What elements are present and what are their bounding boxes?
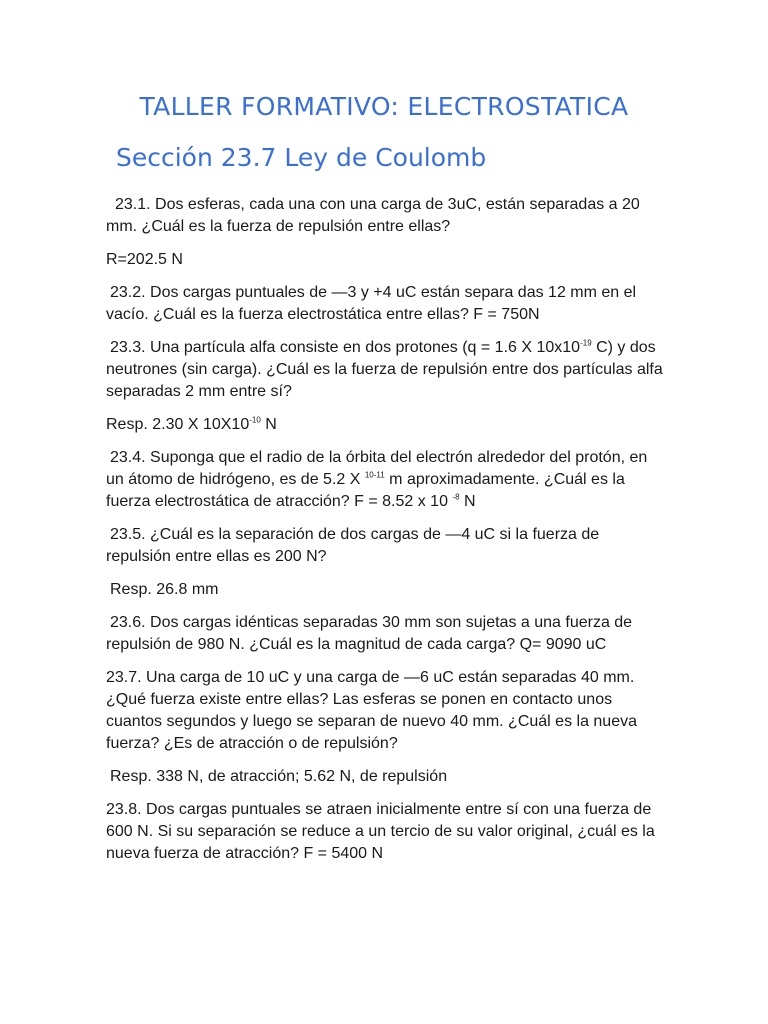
problem-23-3 [106,337,666,403]
page-title: TALLER FORMATIVO: ELECTROSTATICA [139,92,629,121]
answer-23-3-exponent: -10 [249,415,261,425]
answer-23-3-text-a: Resp. 2.30 X 10X10 [106,416,250,433]
problem-23-5: 23.5. ¿Cuál es la separación de dos cargas de —4 uC si la fuerza de repulsión entre ellas es 200 N? [106,526,600,565]
problem-23-6: 23.6. Dos cargas idénticas separadas 30 mm son sujetas a una fuerza de repulsión de 980 N. ¿Cuál es la magnitud de cada carga? Q= 9090 uC [106,614,633,653]
answer-23-3-text-b: N [260,416,277,433]
problem-23-8: 23.8. Dos cargas puntuales se atraen inicialmente entre sí con una fuerza de 600 N. Si su separación se reduce a un tercio de su valor original, ¿cuál es la nueva fuerza de atracción? F = 5400 N [106,801,655,862]
problem-23-3-text-b: C) y dos neutrones (sin carga). ¿Cuál es la fuerza de repulsión entre dos partículas alfa separadas 2 mm entre sí? [106,339,663,400]
answer-23-3 [106,414,666,436]
document-body [106,194,666,876]
problem-23-4 [106,447,666,513]
problem-23-3-text-a: 23.3. Una partícula alfa consiste en dos protones (q = 1.6 X 10x10 [110,339,581,356]
problem-23-2: 23.2. Dos cargas puntuales de —3 y +4 uC están separa das 12 mm en el vacío. ¿Cuál es la fuerza electrostática entre ellas? F = 750N [106,284,637,323]
problem-23-4-text-c: N [459,493,476,510]
problem-23-3-exponent: -19 [580,338,592,348]
section-heading: Sección 23.7 Ley de Coulomb [116,143,487,172]
problem-23-7: 23.7. Una carga de 10 uC y una carga de —6 uC están separadas 40 mm. ¿Qué fuerza existe entre ellas? Las esferas se ponen en contacto unos cuantos segundos y luego se separan de nuevo 40 mm. ¿Cuál es la nueva fuerza? ¿Es de atracción o de repulsión? [106,669,637,752]
problem-23-4-exponent-2: -8 [452,492,460,502]
problem-23-1: 23.1. Dos esferas, cada una con una carga de 3uC, están separadas a 20 mm. ¿Cuál es la fuerza de repulsión entre ellas? [106,196,640,235]
problem-23-4-text-a: 23.4. Suponga que el radio de la órbita del electrón alrededor del protón, en un átomo de hidrógeno, es de 5.2 X [106,449,648,488]
answer-23-5: Resp. 26.8 mm [110,581,219,598]
problem-23-4-text-b: m aproximadamente. ¿Cuál es la fuerza electrostática de atracción? F = 8.52 x 10 [106,471,625,510]
answer-23-1: R=202.5 N [106,251,183,268]
problem-23-4-exponent-1: 10-11 [364,470,385,480]
answer-23-7: Resp. 338 N, de atracción; 5.62 N, de repulsión [110,768,448,785]
